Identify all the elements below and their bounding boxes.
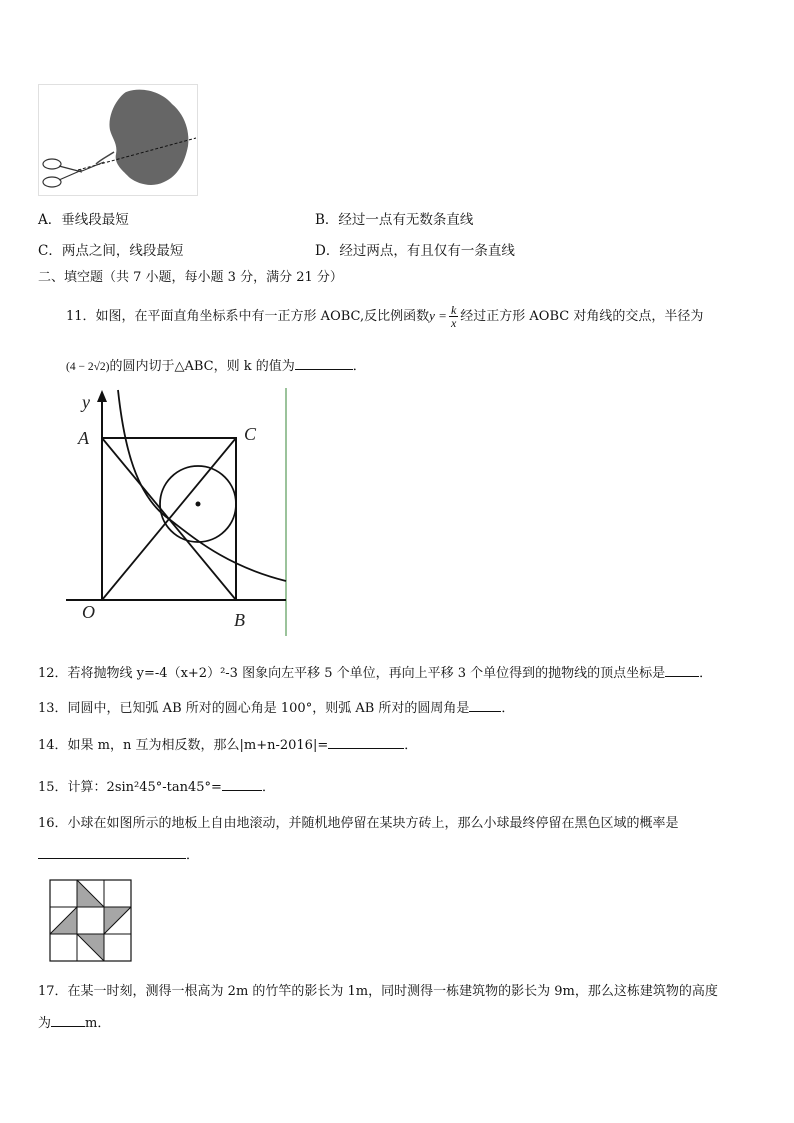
hyperbola-curve (118, 390, 286, 581)
question-16-line2 (38, 844, 199, 863)
q16-answer-blank (38, 846, 186, 859)
question-11-line2 (66, 355, 366, 374)
q13-answer-blank (469, 699, 501, 712)
choice-a: A．垂线段最短 (38, 212, 129, 228)
section-heading: 二、填空题（共 7 小题，每小题 3 分，满分 21 分） (38, 270, 343, 285)
q13-period: ． (501, 701, 515, 716)
q17-text-b: m． (85, 1016, 111, 1031)
q11-fraction-numerator: k (450, 303, 457, 317)
q11-text-b: 经过正方形 AOBC 对角线的交点，半径为 (460, 309, 704, 324)
circle-center-dot (196, 502, 201, 507)
leaf-scissors-figure (38, 84, 198, 196)
choice-c: C．两点之间，线段最短 (38, 243, 184, 259)
question-15 (38, 776, 275, 795)
q11-period: ． (352, 359, 366, 374)
q12-answer-blank (665, 664, 699, 677)
q15-period: ． (261, 780, 275, 795)
label-o: O (82, 602, 95, 622)
q11-radius: (4 − 2√2) (66, 361, 110, 373)
label-y: y (82, 392, 90, 412)
q14-period: ． (404, 738, 418, 753)
q15-answer-blank (222, 778, 262, 791)
q16-period: ． (186, 848, 200, 863)
q11-formula-lhs: y = (429, 308, 447, 323)
choice-b: B．经过一点有无数条直线 (315, 212, 474, 228)
question-11-line1 (66, 300, 703, 333)
q17-text-a: 为 (38, 1016, 52, 1031)
q11-coordinate-figure (66, 386, 292, 640)
q14-text: 14．如果 m，n 互为相反数，那么|m+n-2016|= (38, 738, 329, 753)
q11-answer-blank (295, 357, 353, 370)
question-13 (38, 697, 514, 716)
question-16-line1: 16．小球在如图所示的地板上自由地滚动，并随机地停留在某块方砖上，那么小球最终停留在黑色区域的概率是 (38, 816, 679, 831)
q14-answer-blank (328, 736, 404, 749)
q11-text-a: 11．如图，在平面直角坐标系中有一正方形 AOBC,反比例函数 (66, 309, 430, 324)
question-14 (38, 734, 417, 753)
q11-text-c: 的圆内切于△ABC，则 k 的值为 (109, 359, 295, 374)
q16-tile-figure (49, 879, 133, 963)
y-axis-arrow (97, 390, 107, 402)
label-b: B (234, 610, 245, 630)
q17-answer-blank (51, 1014, 85, 1027)
q11-fraction (449, 304, 458, 329)
question-17-line2 (38, 1012, 110, 1031)
label-a: A (78, 428, 89, 448)
question-12 (38, 662, 712, 681)
q12-text: 12．若将抛物线 y=-4（x+2）²-3 图象向左平移 5 个单位，再向上平移 3 个单位得到的抛物线的顶点坐标是 (38, 666, 666, 681)
question-17-line1: 17．在某一时刻，测得一根高为 2m 的竹竿的影长为 1m，同时测得一栋建筑物的影长为 9m，那么这栋建筑物的高度 (38, 984, 718, 999)
q13-text: 13．同圆中，已知弧 AB 所对的圆心角是 100°，则弧 AB 所对的圆周角是 (38, 701, 470, 716)
q12-period: ． (699, 666, 713, 681)
q15-text: 15．计算：2sin²45°-tan45°= (38, 780, 222, 795)
choice-d: D．经过两点，有且仅有一条直线 (315, 243, 515, 259)
q11-fraction-denominator: x (450, 316, 457, 330)
label-c: C (244, 424, 257, 444)
